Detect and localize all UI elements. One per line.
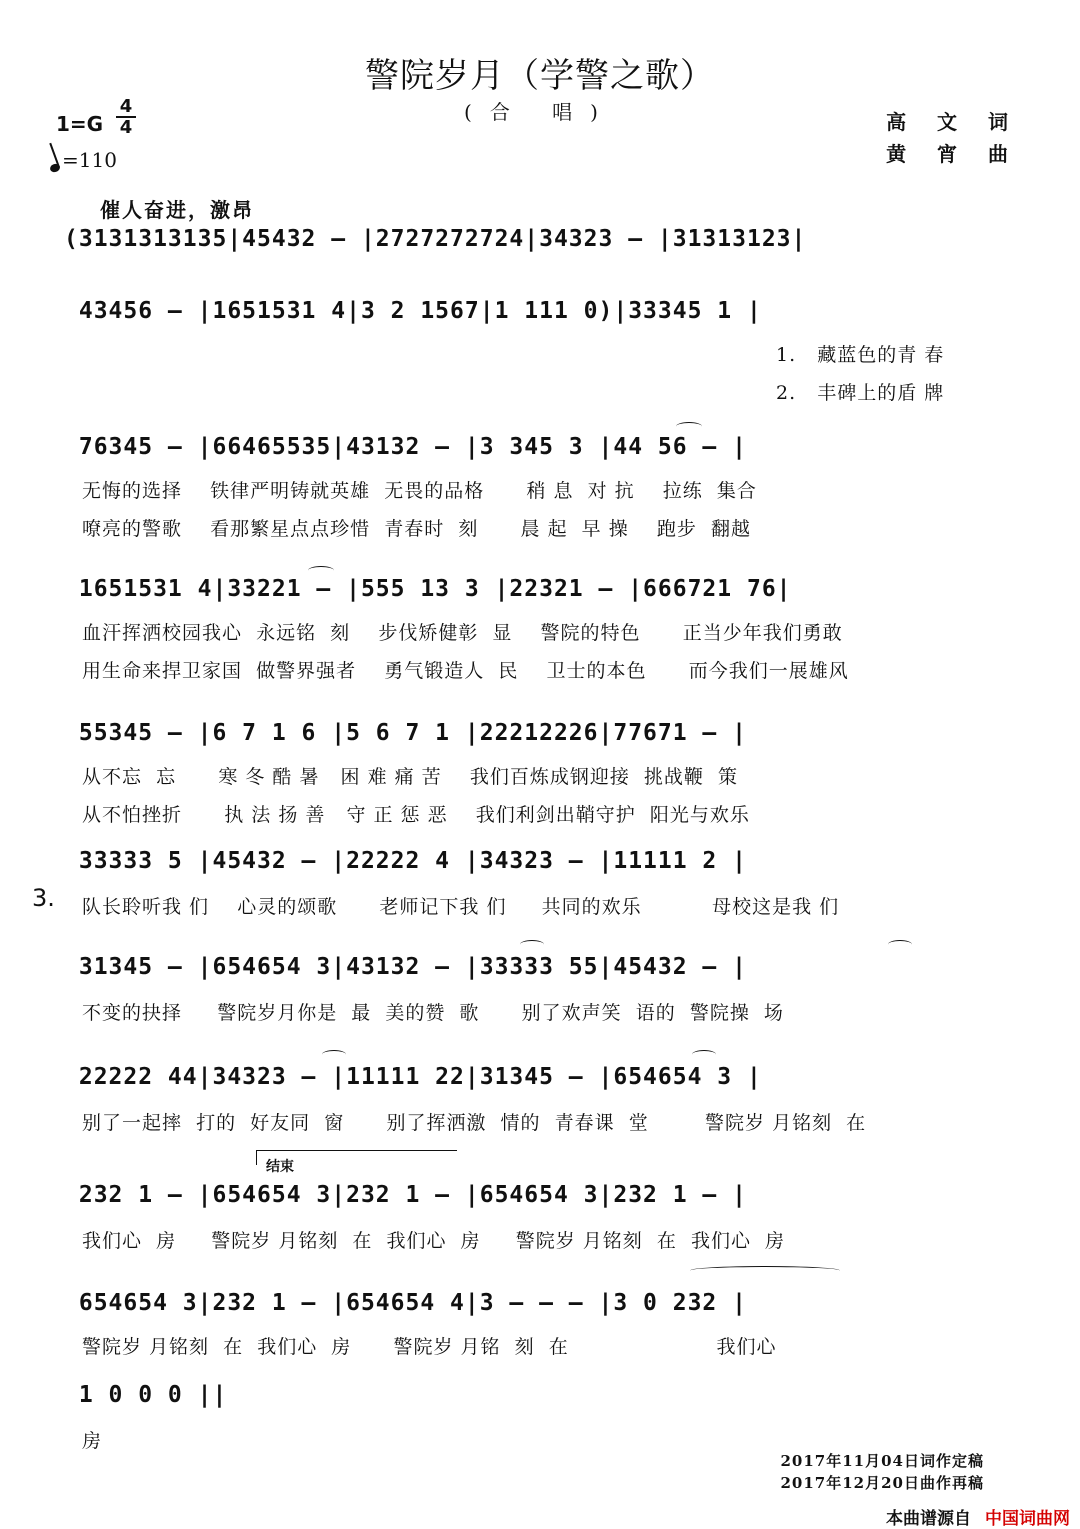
notation-row: 654654 3|232 1 – |654654 4|3 – – – |3 0 232 | xyxy=(64,1290,747,1316)
tie xyxy=(308,566,334,575)
expression-marking: 催人奋进，激昂 xyxy=(100,198,254,222)
page-title: 警院岁月（学警之歌） xyxy=(365,56,715,96)
notation-row: 232 1 – |654654 3|232 1 – |654654 3|232 1 – | xyxy=(64,1182,747,1208)
time-signature-bottom: 4 xyxy=(119,117,133,138)
composer-credit: 黄 宵 曲 xyxy=(886,142,1020,166)
source-prefix: 本曲谱源自 xyxy=(886,1509,971,1529)
notation-row: 1 0 0 0 || xyxy=(64,1382,228,1408)
lyric-line: 不变的抉择 警院岁月你是 最 美的赞 歌 别了欢声笑 语的 警院操 场 xyxy=(82,1002,784,1024)
notation-row: 76345 – |66465535|43132 – |3 345 3 |44 56 – | xyxy=(64,434,747,460)
source-credit xyxy=(886,1504,1070,1529)
lyric-line: 血汗挥洒校园我心 永远铭 刻 步伐矫健彰 显 警院的特色 正当少年我们勇敢 xyxy=(82,622,843,644)
tie xyxy=(692,1050,716,1059)
lyric-line: 无悔的选择 铁律严明铸就英雄 无畏的品格 稍 息 对 抗 拉练 集合 xyxy=(82,480,757,502)
tie xyxy=(676,422,702,431)
quarter-note-icon xyxy=(49,163,61,174)
notation-row: 1651531 4|33221 – |555 13 3 |22321 – |666721 76| xyxy=(64,576,792,602)
tie xyxy=(888,940,912,949)
lyric-line: 队长聆听我 们 心灵的颂歌 老师记下我 们 共同的欢乐 母校这是我 们 xyxy=(82,896,840,918)
tempo-value: =110 xyxy=(62,148,117,172)
notation-row: 43456 – |1651531 4|3 2 1567|1 111 0)|33345 1 | xyxy=(64,298,762,324)
lyric-line: 从不怕挫折 执 法 扬 善 守 正 惩 恶 我们利剑出鞘守护 阳光与欢乐 xyxy=(82,804,750,826)
notation-row: 55345 – |6 7 1 6 |5 6 7 1 |22212226|77671 – | xyxy=(64,720,747,746)
time-signature-top: 4 xyxy=(119,96,133,117)
lyric-line: 1. 藏蓝色的青 春 xyxy=(776,344,945,366)
lyric-line: 用生命来捍卫家国 做警界强者 勇气锻造人 民 卫士的本色 而今我们一展雄风 xyxy=(82,660,849,682)
verse-number: 3. xyxy=(32,884,55,912)
ending-label: 结束 xyxy=(266,1159,294,1175)
tempo-marking xyxy=(50,148,117,172)
notation-row: 33333 5 |45432 – |22222 4 |34323 – |11111 2 | xyxy=(64,848,747,874)
lyric-line: 我们心 房 警院岁 月铭刻 在 我们心 房 警院岁 月铭刻 在 我们心 房 xyxy=(82,1230,786,1252)
date-line: 2017年12月20日曲作再稿 xyxy=(780,1474,984,1492)
notation-row: 31345 – |654654 3|43132 – |33333 55|45432 – | xyxy=(64,954,747,980)
date-line: 2017年11月04日词作定稿 xyxy=(780,1452,984,1470)
time-signature xyxy=(116,98,136,136)
lyric-line: 嘹亮的警歌 看那繁星点点珍惜 青春时 刻 晨 起 早 操 跑步 翻越 xyxy=(82,518,751,540)
lyric-line: 从不忘 忘 寒 冬 酷 暑 困 难 痛 苦 我们百炼成钢迎接 挑战鞭 策 xyxy=(82,766,738,788)
tie xyxy=(520,940,544,949)
subtitle: (合 唱) xyxy=(464,100,616,124)
lyric-line: 警院岁 月铭刻 在 我们心 房 警院岁 月铭 刻 在 我们心 xyxy=(82,1336,777,1358)
tie xyxy=(690,1266,840,1275)
notation-row: 22222 44|34323 – |11111 22|31345 – |654654 3 | xyxy=(64,1064,762,1090)
lyricist-credit: 高 文 词 xyxy=(886,110,1020,134)
tie xyxy=(322,1050,346,1059)
notation-row: (3131313135|45432 – |2727272724|34323 – |31313123| xyxy=(64,226,807,252)
lyric-line: 别了一起摔 打的 好友同 窗 别了挥洒激 情的 青春课 堂 警院岁 月铭刻 在 xyxy=(82,1112,867,1134)
lyric-line: 房 xyxy=(82,1430,103,1452)
source-site: 中国词曲网 xyxy=(985,1509,1070,1529)
key-signature: 1=G xyxy=(56,112,104,136)
lyric-line: 2. 丰碑上的盾 牌 xyxy=(776,382,945,404)
